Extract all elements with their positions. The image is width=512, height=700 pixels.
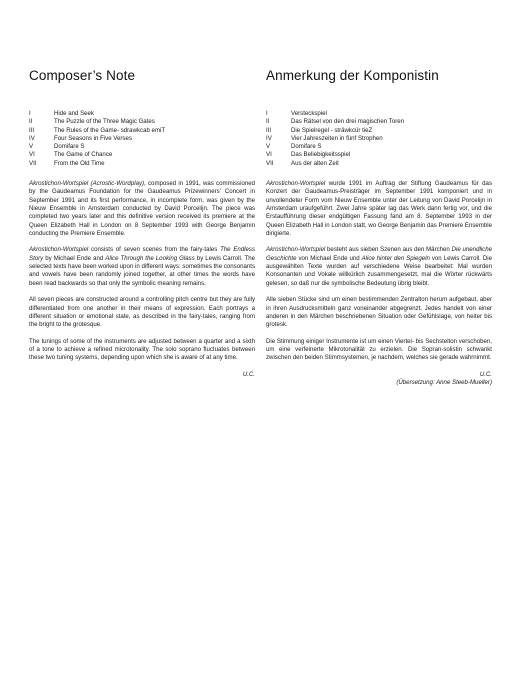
movement-title: From the Old Time (54, 159, 105, 167)
book-title: Alice Through the Looking Glass (105, 254, 195, 262)
movement-number: V (266, 143, 271, 151)
movement-item (29, 151, 255, 159)
paragraph-text: wurde 1991 im Auftrag der Stiftung Gaudeamus für das Konzert der Gaudeamus-Preisträger im September 1991 komponiert und in unvollendeter Form vom Nieuw Ensemble unter der Leitung von David Porcelijn in Amsterdam uraufgeführt. Zwei Jahre später lag das Werk dann fertig vor, und die Erstaufführung dieser endgültigen Fassung fand am 8. September 1993 in der Queen Elizabeth Hall in London statt, wo George Benjamin das Premiere Ensemble dirigierte. (266, 180, 492, 237)
paragraph-commission (29, 180, 255, 238)
movement-number: VII (266, 159, 274, 167)
book-title: Die unendliche Geschichte (266, 246, 492, 262)
movement-title: Four Seasons in Five Verses (54, 134, 132, 142)
movement-number: II (29, 118, 33, 126)
paragraph-structure: Alle sieben Stücke sind um einen bestimmenden Zentralton herum aufgebaut, aber in ihren Ausdrucksmitteln ganz voneinander abgegrenzt. Jedes handelt von einer anderen in den Märchen beschriebenen Situation oder Gefühlslage, von heiter bis grotesk. (266, 296, 492, 329)
paragraph-structure: All seven pieces are constructed around a controlling pitch centre but they are fully differentiated from one another in their means of expression. Each portrays a different situation or emotional state, as described in the fairy-tales, ranging from the bright to the grotesque. (29, 296, 255, 329)
movement-number: I (266, 110, 268, 117)
movement-item (29, 160, 255, 168)
author-initials: U.C. (479, 370, 492, 378)
paragraph-tunings: Die Stimmung einiger Instrumente ist um einen Viertel- bis Sechstelton verschoben, um eine verfeinerte Mikrotonalität zu erzielen. Die Sopran-solistin schwankt zwischen den beiden Stimmsystemen, je nachdem, welches sie gerade wahrnimmt. (266, 337, 492, 362)
anmerkung-heading: Anmerkung der Komponistin (266, 68, 439, 83)
movement-number: III (266, 126, 272, 134)
movement-number: VII (29, 159, 37, 167)
paragraph-text: von Lewis Carroll. Die ausgewählten Texte wurden auf verschiedene Weise bearbeitet: Mal wurden Konsonanten und Vokale willkürlich zusammengesetzt, mal die Wörter rückwärts gelesen, so daß nur die symbolische Bedeutung übrig bleibt. (266, 254, 492, 287)
movement-item (29, 118, 255, 126)
movement-item (266, 143, 492, 151)
movement-number: VI (266, 151, 272, 159)
movement-title: Domifare S (54, 143, 85, 151)
movement-number: IV (29, 134, 35, 142)
movement-number: IV (266, 134, 272, 142)
work-title: Akrostichon-Wortspiel (29, 246, 89, 254)
work-title: Akrostichon-Wortspiel (Acrostic-Wordplay) (29, 180, 145, 188)
movement-number: III (29, 126, 35, 134)
movement-number: II (266, 118, 270, 126)
author-initials: U.C. (242, 370, 255, 378)
movement-item (29, 127, 255, 135)
movement-title: Die Spielregel - sträwkcür tieZ (291, 126, 373, 134)
movement-title: Aus der alten Zeit (291, 159, 339, 167)
movement-title: The Game of Chance (54, 151, 113, 159)
movement-item (266, 151, 492, 159)
movement-title: The Puzzle of the Three Magic Gates (54, 118, 155, 126)
english-column (29, 68, 255, 379)
movement-item (29, 143, 255, 151)
book-title: The Endless Story (29, 246, 255, 262)
movement-item (266, 110, 492, 118)
paragraph-text: by Michael Ende and (43, 254, 106, 262)
movement-number: VI (29, 151, 35, 159)
movement-item (266, 135, 492, 143)
movement-item (266, 127, 492, 135)
translator-credit: (Übersetzung: Anne Steeb-Mueller) (396, 379, 492, 387)
book-title: Alice hinter den Spiegeln (361, 254, 430, 262)
paragraph-text: besteht aus sieben Szenen aus den Märchen (325, 246, 452, 254)
movement-title: Das Beliebigkeitsspiel (291, 151, 351, 159)
movement-number: V (29, 143, 34, 151)
work-title: Akrostichon-Wortspiel (266, 180, 326, 188)
movement-title: The Rules of the Game- sdrawkcab emiT (54, 126, 166, 134)
movement-list (29, 110, 255, 168)
composers-note-heading: Composer’s Note (29, 68, 136, 83)
paragraph-text: von Michael Ende und (296, 254, 362, 262)
movement-title: Das Rätsel von den drei magischen Toren (291, 118, 405, 126)
paragraph-sources (29, 246, 255, 287)
movement-title: Vier Jahreszeiten in fünf Strophen (291, 134, 383, 142)
movement-item (266, 118, 492, 126)
work-title: Akrostichon-Wortspiel (266, 246, 326, 254)
movement-list (266, 110, 492, 168)
paragraph-commission (266, 180, 492, 238)
paragraph-text: by Lewis Carroll. The selected texts have been worked upon in different ways: sometimes the consonants and vowels have been randomly joined together, at other times the words have been read backwards so that only the symbolic meaning remains. (29, 254, 255, 287)
movement-item (29, 110, 255, 118)
movement-title: Versteckspiel (291, 110, 327, 117)
paragraph-text: consists of seven scenes from the fairy-tales (88, 246, 221, 254)
movement-title: Domifare S (291, 143, 322, 151)
movement-item (29, 135, 255, 143)
paragraph-text: , composed in 1991, was commissioned by the Gaudeamus Foundation for the Gaudeamus Prizewinners’ Concert in September 1991 and its first performance, in incomplete form, was given by the Nieuw Ensemble in Amsterdam conducted by David Porcelijn. The piece was completed two years later and this definitive version received its premiere at the Queen Elizabeth Hall in London on 8 September 1993 with George Benjamin conducting the Premiere Ensemble. (29, 180, 255, 237)
paragraph-tunings: The tunings of some of the instruments are adjusted between a quarter and a sixth of a tone to achieve a refined microtonality. The solo soprano fluctuates between these two tuning systems, depending upon which she is aware of at any time. (29, 337, 255, 362)
movement-title: Hide and Seek (54, 110, 94, 117)
movement-number: I (29, 110, 31, 117)
german-column (266, 68, 492, 388)
movement-item (266, 160, 492, 168)
paragraph-sources (266, 246, 492, 287)
